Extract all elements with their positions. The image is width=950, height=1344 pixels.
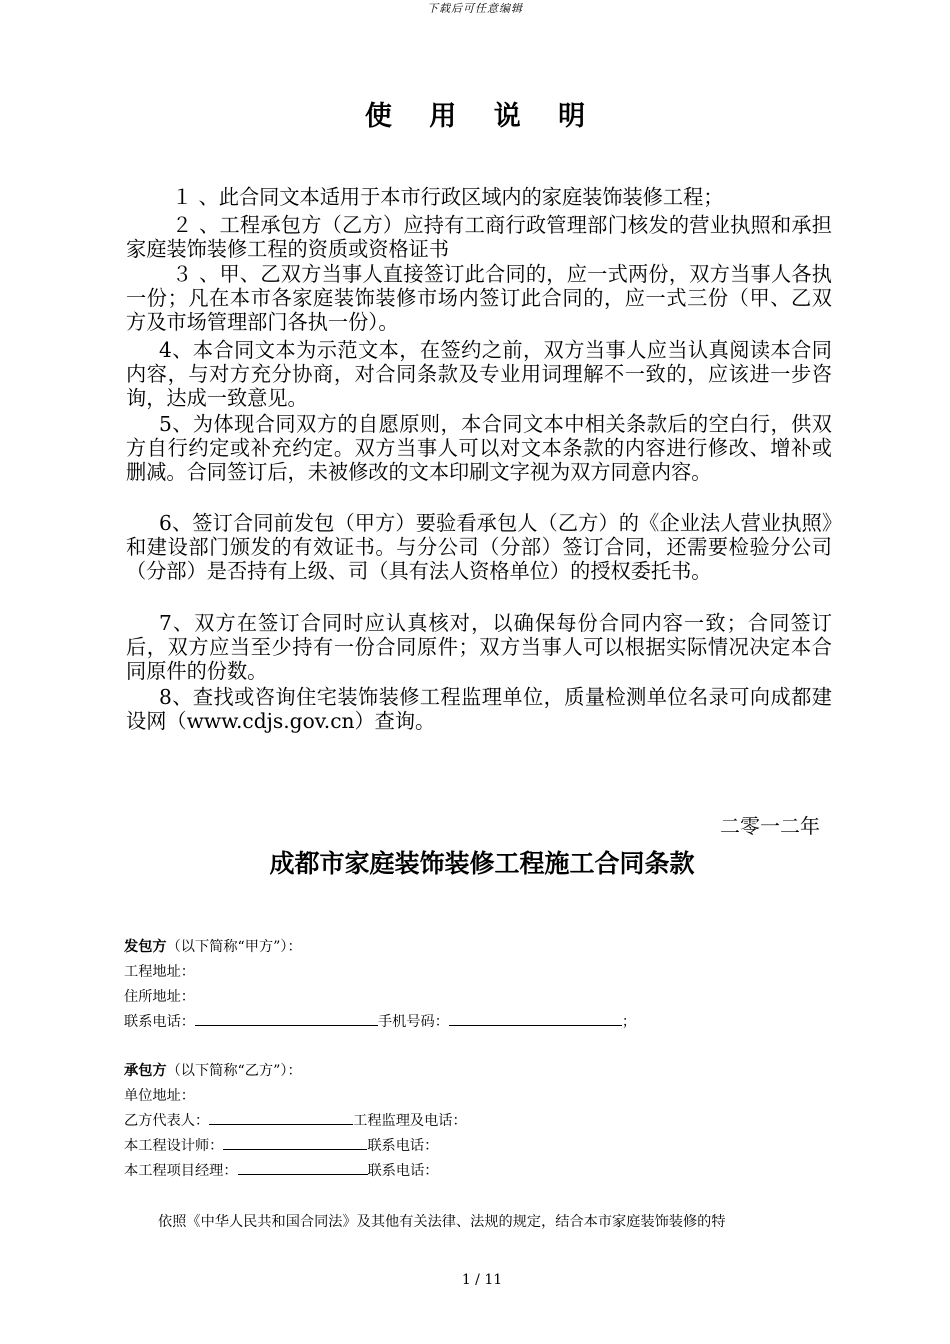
party-a-heading-note: （以下简称“甲方”）： (166, 939, 302, 955)
party-b-rep-row (124, 1110, 467, 1130)
instructions-item-7 (126, 611, 832, 683)
residence-address-field[interactable] (124, 986, 195, 1006)
instructions-text: ２ 、工程承包方（乙方）应持有工商行政管理部门核发的营业执照和承担家庭装饰装修工程的资质或资格证书 (126, 213, 832, 261)
manager-blank[interactable] (238, 1160, 368, 1175)
header-note: 下载后可任意编辑 (427, 2, 523, 15)
party-b-heading-row (124, 1060, 302, 1080)
party-a-contact-row (124, 1011, 636, 1031)
instructions-item-2 (126, 213, 832, 261)
manager-label: 本工程项目经理： (124, 1163, 238, 1179)
party-b-heading: 承包方 (124, 1063, 167, 1079)
unit-address-label: 单位地址： (124, 1088, 195, 1104)
party-a-phone-blank[interactable] (195, 1011, 378, 1026)
contract-intro: 依照《中华人民共和国合同法》及其他有关法律、法规的规定，结合本市家庭装饰装修的特 (158, 1214, 726, 1230)
instructions-text: 4、本合同文本为示范文本，在签约之前，双方当事人应当认真阅读本合同内容，与对方充分协商，对合同条款及专业用词理解不一致的，应该进一步咨询，达成一致意见。 (126, 338, 832, 410)
unit-address-field[interactable] (124, 1085, 195, 1105)
designer-blank[interactable] (223, 1135, 367, 1150)
contract-title: 成都市家庭装饰装修工程施工合同条款 (269, 849, 695, 878)
instructions-item-1 (126, 185, 832, 209)
instructions-item-3 (126, 262, 832, 334)
manager-phone-label: 联系电话： (367, 1163, 439, 1179)
instructions-text: 5、为体现合同双方的自愿原则，本合同文本中相关条款后的空白行，供双方自行约定或补充约定。双方当事人可以对文本条款的内容进行修改、增补或删减。合同签订后，未被修改的文本印刷文字视为双方同意内容。 (126, 412, 832, 484)
instructions-item-4 (126, 338, 832, 410)
designer-label: 本工程设计师： (124, 1138, 224, 1154)
supervisor-label: 工程监理及电话： (353, 1113, 467, 1129)
party-a-mobile-label: 手机号码： (377, 1014, 449, 1030)
party-b-heading-note: （以下简称“乙方”）： (166, 1063, 302, 1079)
instructions-text: １ 、此合同文本适用于本市行政区域内的家庭装饰装修工程； (172, 185, 724, 209)
residence-address-label: 住所地址： (124, 989, 195, 1005)
instructions-text: ３ 、甲、乙双方当事人直接签订此合同的，应一式两份，双方当事人各执一份；凡在本市各家庭装饰装修市场内签订此合同的，应一式三份（甲、乙双方及市场管理部门各执一份）。 (126, 262, 832, 334)
instructions-title: 使 用 说 明 (364, 101, 600, 132)
project-address-field[interactable] (124, 961, 195, 981)
instructions-item-8 (126, 685, 832, 733)
manager-row (124, 1160, 438, 1180)
page-number: 1 / 11 (461, 1272, 503, 1288)
party-a-phone-label: 联系电话： (124, 1014, 195, 1030)
designer-row (124, 1135, 438, 1155)
party-b-rep-label: 乙方代表人： (124, 1113, 210, 1129)
project-address-label: 工程地址： (124, 964, 195, 980)
instructions-text: 8、查找或咨询住宅装饰装修工程监理单位，质量检测单位名录可向成都建设网（www.cdjs.gov.cn）查询。 (126, 685, 832, 733)
instructions-text: 7、双方在签订合同时应认真核对，以确保每份合同内容一致；合同签订后，双方应当至少持有一份合同原件；双方当事人可以根据实际情况决定本合同原件的份数。 (126, 611, 832, 683)
party-a-mobile-end: ； (621, 1014, 637, 1030)
designer-phone-label: 联系电话： (367, 1138, 439, 1154)
instructions-item-6 (126, 511, 832, 583)
instructions-item-5 (126, 412, 832, 484)
instructions-text: 6、签订合同前发包（甲方）要验看承包人（乙方）的《企业法人营业执照》和建设部门颁发的有效证书。与分公司（分部）签订合同，还需要检验分公司（分部）是否持有上级、司（具有法人资格单位）的授权委托书。 (126, 511, 832, 583)
party-a-heading: 发包方 (124, 939, 167, 955)
party-b-rep-blank[interactable] (209, 1110, 353, 1125)
party-a-heading-row (124, 936, 302, 956)
year-line: 二零一二年 (720, 814, 820, 838)
party-a-mobile-blank[interactable] (449, 1011, 622, 1026)
